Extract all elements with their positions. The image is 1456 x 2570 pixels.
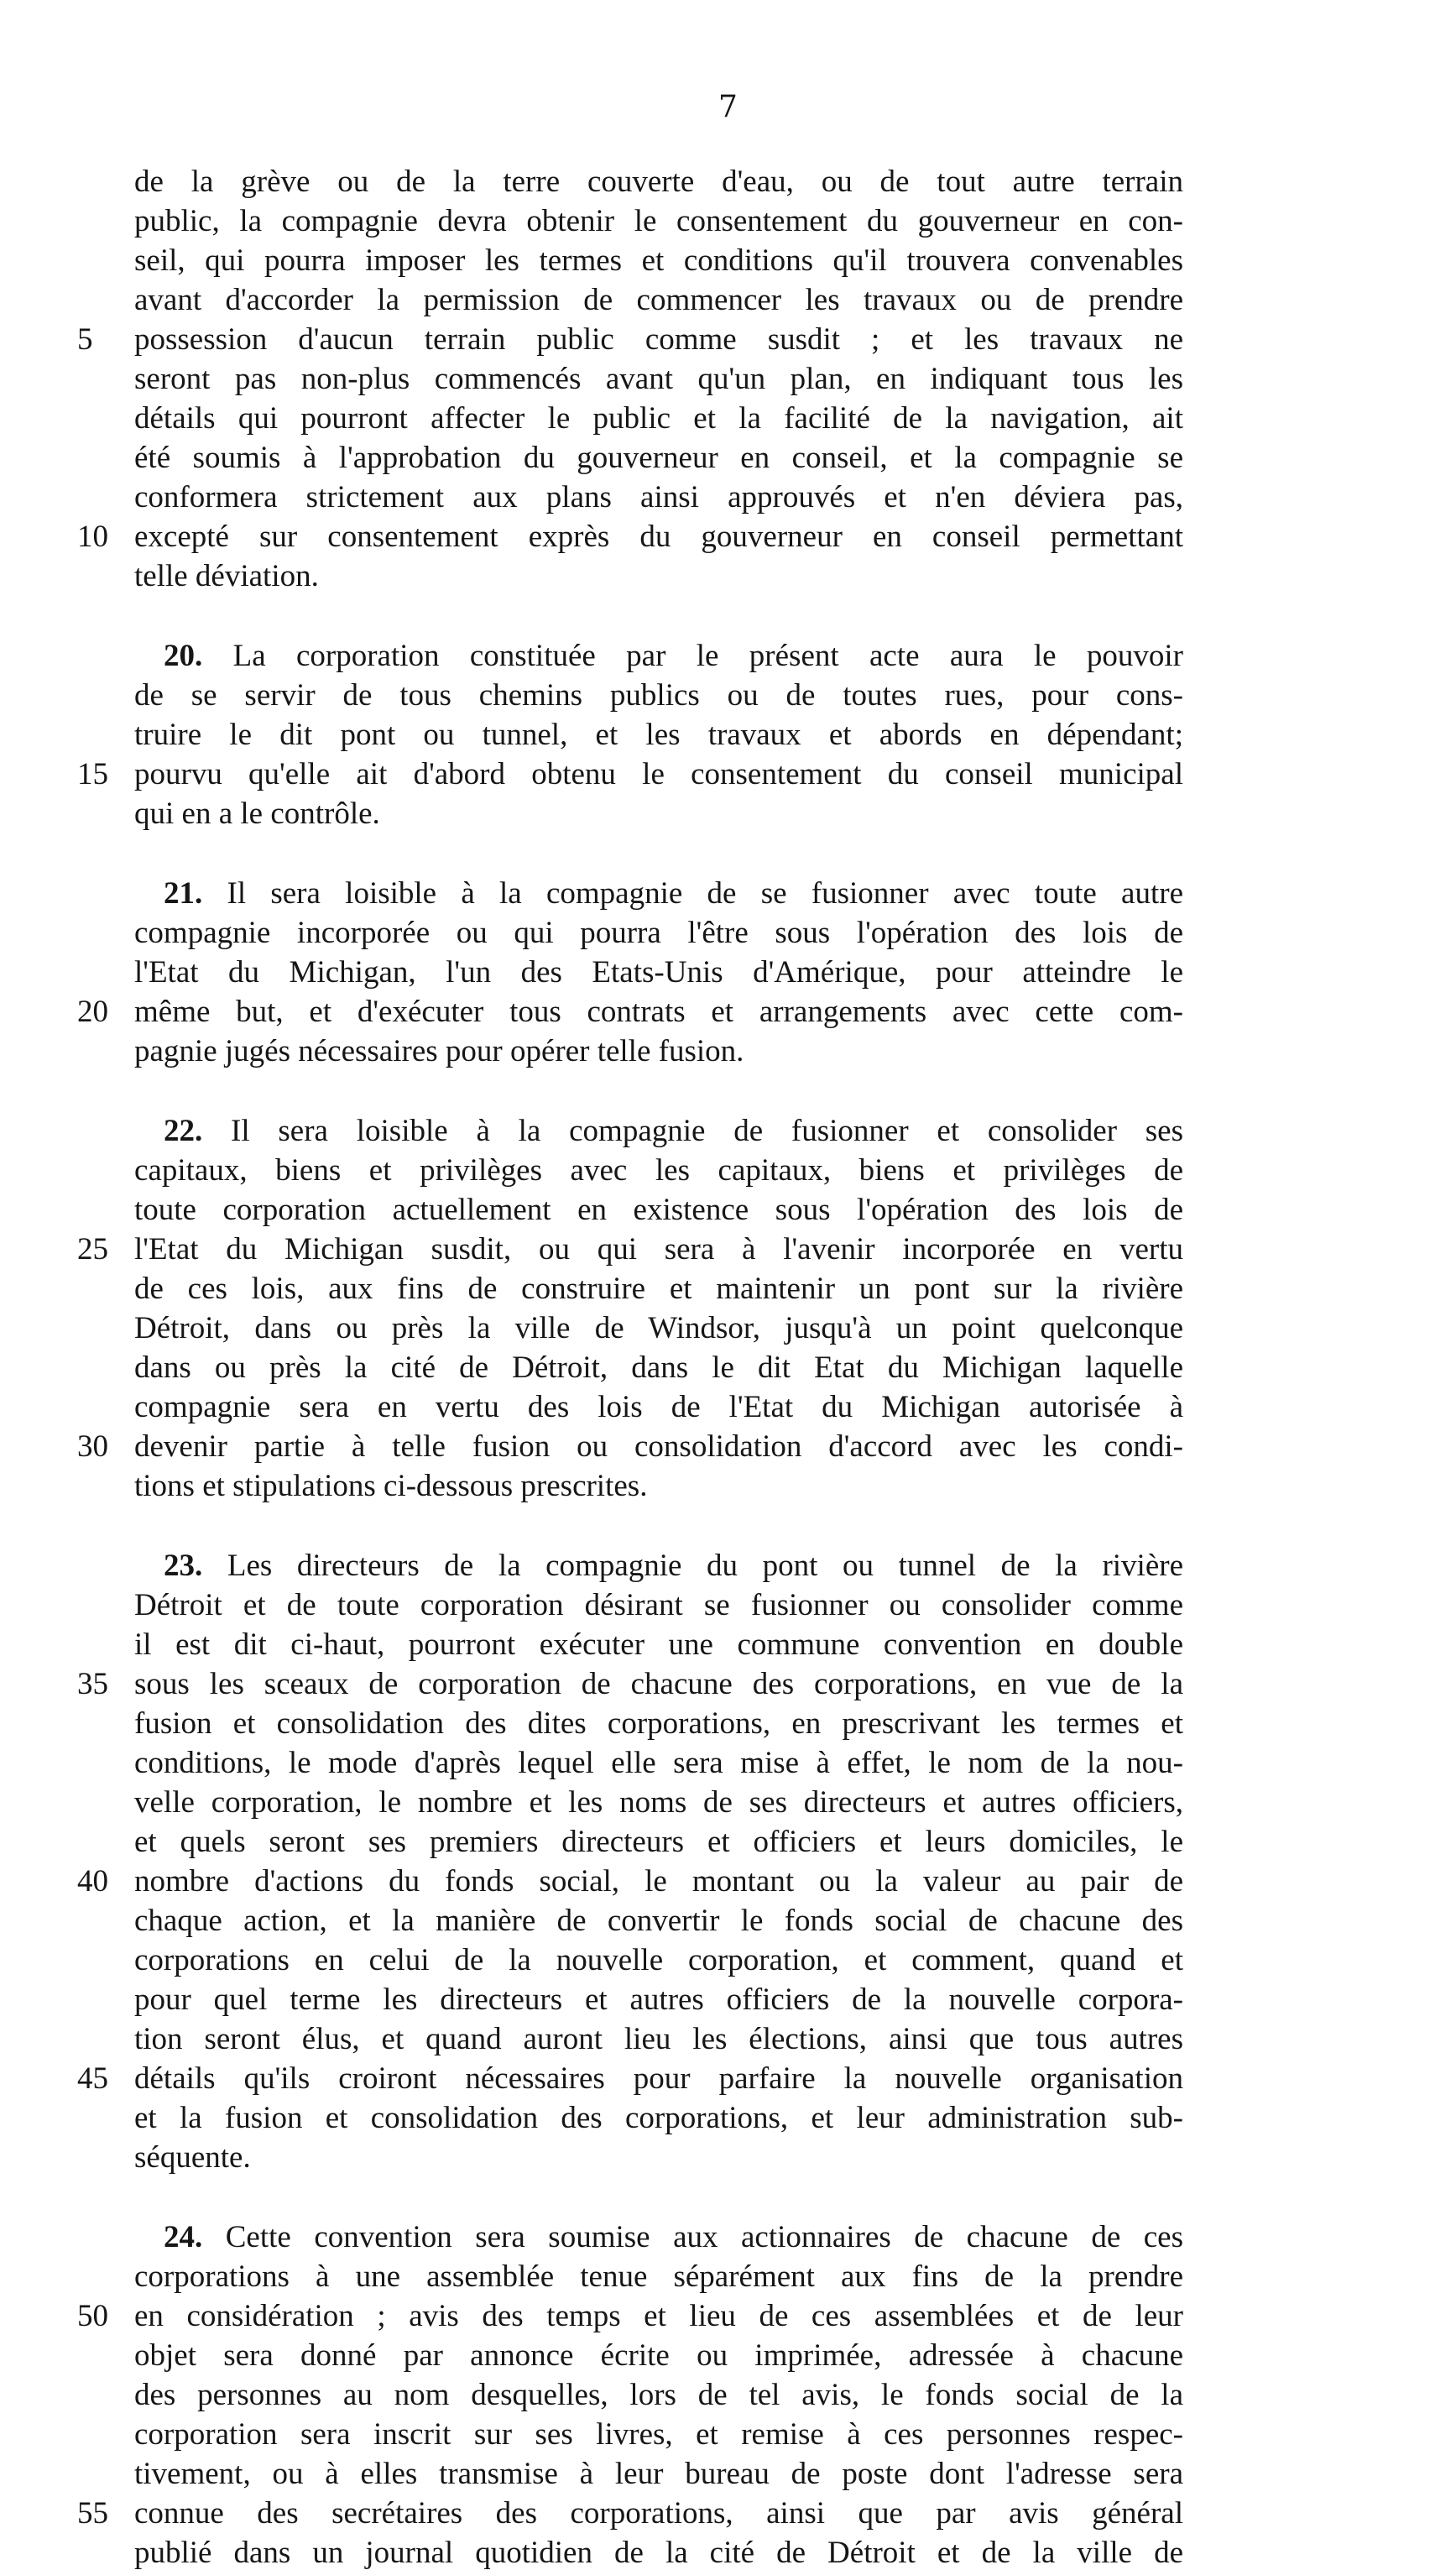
line-text: fusion et consolidation des dites corporations, en prescrivant les termes et <box>134 1706 1183 1741</box>
section-number: 20. <box>164 639 233 673</box>
text-line <box>134 2418 1183 2452</box>
line-text: Détroit et de toute corporation désirant se fusionner ou consolider comme <box>134 1588 1183 1622</box>
line-text: de ces lois, aux fins de construire et maintenir un pont sur la rivière <box>134 1272 1183 1306</box>
text-line <box>134 244 1183 278</box>
page-number: 7 <box>718 90 738 124</box>
text-line <box>134 2141 1183 2175</box>
line-text: détails qui pourront affecter le public et la facilité de la navigation, ait <box>134 401 1183 436</box>
text-line <box>134 1351 1183 1385</box>
line-text: et la fusion et consolidation des corporations, et leur administration sub- <box>134 2101 1183 2135</box>
text-line <box>134 2339 1183 2373</box>
text-line <box>134 1983 1183 2017</box>
line-text: pagnie jugés nécessaires pour opérer telle fusion. <box>134 1034 744 1068</box>
text-line <box>134 363 1183 396</box>
line-text: tivement, ou à elles transmise à leur bureau de poste dont l'adresse sera <box>134 2457 1183 2491</box>
line-text: en considération ; avis des temps et lieu de ces assemblées et de leur <box>134 2299 1183 2333</box>
line-text: telle déviation. <box>134 559 319 593</box>
margin-line-number: 20 <box>77 995 108 1029</box>
section-number: 23. <box>164 1549 227 1583</box>
line-text: La corporation constituée par le présent acte aura le pouvoir <box>232 639 1183 673</box>
text-line <box>134 1430 1183 1464</box>
text-line <box>134 1470 1183 1503</box>
line-text: excepté sur consentement exprès du gouverneur en conseil permettant <box>134 520 1183 554</box>
text-line <box>134 560 1183 593</box>
line-text: conformera strictement aux plans ainsi approuvés et n'en déviera pas, <box>134 480 1183 515</box>
line-text: seil, qui pourra imposer les termes et conditions qu'il trouvera convenables <box>134 243 1183 278</box>
text-line <box>134 2102 1183 2135</box>
text-line <box>134 2300 1183 2333</box>
line-text: possession d'aucun terrain public comme susdit ; et les travaux ne <box>134 322 1183 357</box>
line-text: tion seront élus, et quand auront lieu les élections, ainsi que tous autres <box>134 2022 1183 2056</box>
text-line <box>134 1589 1183 1622</box>
text-line <box>134 1312 1183 1345</box>
line-text: Il sera loisible à la compagnie de fusionner et consolider ses <box>231 1114 1184 1148</box>
text-line <box>134 2260 1183 2294</box>
text-line <box>134 1628 1183 1662</box>
line-text: sous les sceaux de corporation de chacune des corporations, en vue de la <box>134 1667 1183 1701</box>
margin-line-number: 30 <box>77 1429 108 1464</box>
line-text: compagnie sera en vertu des lois de l'Etat du Michigan autorisée à <box>134 1390 1183 1424</box>
text-line <box>134 718 1183 752</box>
margin-line-number: 15 <box>77 757 108 791</box>
margin-line-number: 40 <box>77 1864 108 1899</box>
line-text: des personnes au nom desquelles, lors de tel avis, le fonds social de la <box>134 2378 1183 2412</box>
margin-line-number: 55 <box>77 2496 108 2531</box>
line-text: truire le dit pont ou tunnel, et les travaux et abords en dépendant; <box>134 718 1183 752</box>
text-line <box>134 1865 1183 1899</box>
line-text: l'Etat du Michigan susdit, ou qui sera à l'avenir incorporée en vertu <box>134 1232 1183 1267</box>
text-line <box>134 2062 1183 2096</box>
line-text: qui en a le contrôle. <box>134 797 380 831</box>
line-text: détails qu'ils croiront nécessaires pour parfaire la nouvelle organisation <box>134 2061 1183 2096</box>
line-text: Les directeurs de la compagnie du pont ou tunnel de la rivière <box>227 1549 1183 1583</box>
section-first-line <box>164 1549 1183 1583</box>
text-line <box>134 165 1183 199</box>
line-text: Cette convention sera soumise aux actionnaires de chacune de ces <box>225 2220 1184 2254</box>
line-text: toute corporation actuellement en existence sous l'opération des lois de <box>134 1193 1183 1227</box>
section-first-line <box>164 1115 1183 1148</box>
text-line <box>134 1194 1183 1227</box>
text-line <box>134 1707 1183 1741</box>
line-text: de se servir de tous chemins publics ou de toutes rues, pour cons- <box>134 678 1183 713</box>
line-text: corporations à une assemblée tenue séparément aux fins de la prendre <box>134 2259 1183 2294</box>
line-text: public, la compagnie devra obtenir le consentement du gouverneur en con- <box>134 204 1183 238</box>
line-text: devenir partie à telle fusion ou consolidation d'accord avec les condi- <box>134 1429 1183 1464</box>
text-line <box>134 284 1183 317</box>
line-text: pour quel terme les directeurs et autres officiers de la nouvelle corpora- <box>134 1982 1183 2017</box>
line-text: et quels seront ses premiers directeurs et officiers et leurs domiciles, le <box>134 1825 1183 1859</box>
section-first-line <box>164 877 1183 911</box>
text-line <box>134 1391 1183 1424</box>
section-number: 21. <box>164 876 227 911</box>
line-text: nombre d'actions du fonds social, le montant ou la valeur au pair de <box>134 1864 1183 1899</box>
line-text: seront pas non-plus commencés avant qu'un plan, en indiquant tous les <box>134 362 1183 396</box>
text-line <box>134 1747 1183 1780</box>
line-text: pourvu qu'elle ait d'abord obtenu le consentement du conseil municipal <box>134 757 1183 791</box>
line-text: Détroit, dans ou près la ville de Windsor, jusqu'à un point quelconque <box>134 1311 1183 1345</box>
line-text: compagnie incorporée ou qui pourra l'être sous l'opération des lois de <box>134 916 1183 950</box>
line-text: objet sera donné par annonce écrite ou imprimée, adressée à chacune <box>134 2338 1183 2373</box>
text-line <box>134 323 1183 357</box>
text-line <box>134 1904 1183 1938</box>
section-first-line <box>164 640 1183 673</box>
text-line <box>134 520 1183 554</box>
text-line <box>134 1944 1183 1977</box>
line-text: l'Etat du Michigan, l'un des Etats-Unis d'Amérique, pour atteindre le <box>134 955 1183 990</box>
line-text: été soumis à l'approbation du gouverneur en conseil, et la compagnie se <box>134 441 1183 475</box>
line-text: même but, et d'exécuter tous contrats et arrangements avec cette com- <box>134 995 1183 1029</box>
line-text: avant d'accorder la permission de commencer les travaux ou de prendre <box>134 283 1183 317</box>
line-text: publié dans un journal quotidien de la cité de Détroit et de la ville de <box>134 2536 1183 2570</box>
text-line <box>134 995 1183 1029</box>
text-line <box>134 1786 1183 1820</box>
margin-line-number: 35 <box>77 1667 108 1701</box>
margin-line-number: 50 <box>77 2299 108 2333</box>
text-line <box>134 205 1183 238</box>
line-text: séquente. <box>134 2140 251 2175</box>
line-text: Il sera loisible à la compagnie de se fusionner avec toute autre <box>227 876 1183 911</box>
margin-line-number: 45 <box>77 2061 108 2096</box>
text-line <box>134 1154 1183 1188</box>
text-line <box>134 956 1183 990</box>
margin-line-number: 25 <box>77 1232 108 1267</box>
line-text: connue des secrétaires des corporations, ainsi que par avis général <box>134 2496 1183 2531</box>
text-line <box>134 2023 1183 2056</box>
line-text: dans ou près la cité de Détroit, dans le dit Etat du Michigan laquelle <box>134 1350 1183 1385</box>
section-number: 22. <box>164 1114 232 1148</box>
text-line <box>134 402 1183 436</box>
text-line <box>134 1826 1183 1859</box>
text-line <box>134 2536 1183 2570</box>
line-text: il est dit ci-haut, pourront exécuter une commune convention en double <box>134 1627 1183 1662</box>
line-text: tions et stipulations ci-dessous prescrites. <box>134 1469 648 1503</box>
text-line <box>134 481 1183 515</box>
line-text: chaque action, et la manière de convertir le fonds social de chacune des <box>134 1904 1183 1938</box>
line-text: capitaux, biens et privilèges avec les capitaux, biens et privilèges de <box>134 1153 1183 1188</box>
text-line <box>134 1233 1183 1267</box>
line-text: de la grève ou de la terre couverte d'eau, ou de tout autre terrain <box>134 165 1183 199</box>
text-line <box>134 1668 1183 1701</box>
margin-line-number: 5 <box>77 322 93 357</box>
text-line <box>134 2497 1183 2531</box>
text-line <box>134 2379 1183 2412</box>
section-first-line <box>164 2221 1183 2254</box>
text-line <box>134 441 1183 475</box>
text-line <box>134 917 1183 950</box>
line-text: velle corporation, le nombre et les noms de ses directeurs et autres officiers, <box>134 1785 1183 1820</box>
margin-line-number: 10 <box>77 520 108 554</box>
text-line <box>134 679 1183 713</box>
section-number: 24. <box>164 2220 226 2254</box>
text-line <box>134 797 1183 831</box>
text-line <box>134 758 1183 791</box>
text-line <box>134 1035 1183 1068</box>
text-line <box>134 2458 1183 2491</box>
text-line <box>134 1272 1183 1306</box>
line-text: corporations en celui de la nouvelle corporation, et comment, quand et <box>134 1943 1183 1977</box>
line-text: conditions, le mode d'après lequel elle sera mise à effet, le nom de la nou- <box>134 1746 1183 1780</box>
line-text: corporation sera inscrit sur ses livres, et remise à ces personnes respec- <box>134 2417 1183 2452</box>
